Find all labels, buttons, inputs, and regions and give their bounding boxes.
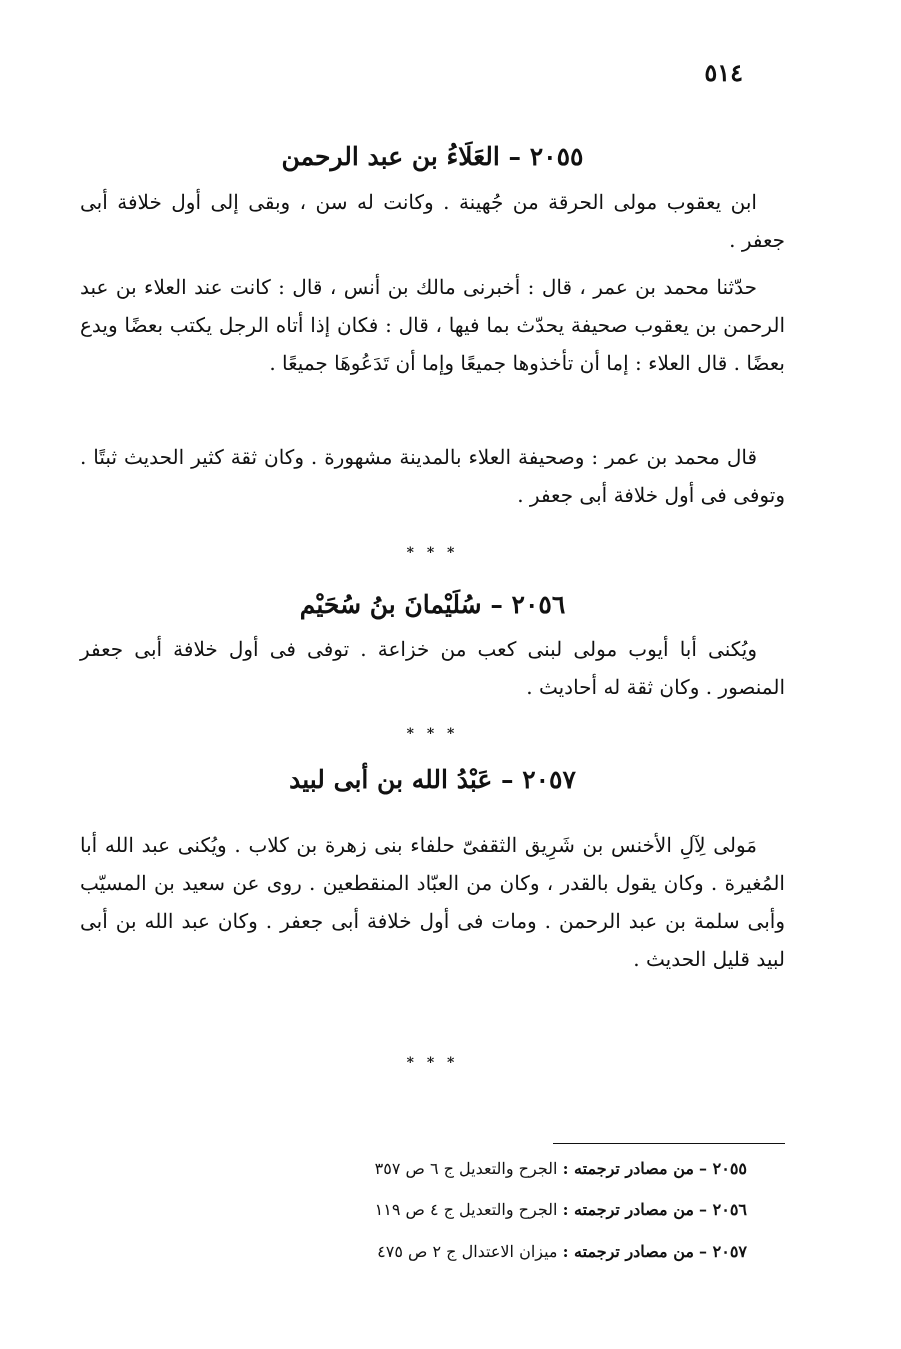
entry-paragraph: ابن يعقوب مولى الحرقة من جُهينة . وكانت له سن ، وبقى إلى أول خلافة أبى جعفر . [80, 190, 785, 252]
entry-paragraph: قال محمد بن عمر : وصحيفة العلاء بالمدينة مشهورة . وكان ثقة كثير الحديث ثبتًا . وتوفى فى أول خلافة أبى جعفر . [80, 445, 785, 507]
footnote-number: ٢٠٥٥ – [699, 1159, 747, 1178]
entry-heading: ٢٠٥٥ – العَلَاءُ بن عبد الرحمن [281, 142, 584, 171]
footnote [375, 1198, 747, 1222]
footnote-label: من مصادر ترجمته : [562, 1159, 694, 1178]
entry-paragraph: مَولى لِآلِ الأخنس بن شَرِيق الثقفىّ حلفاء بنى زهرة بن كلاب . ويُكنى عبد الله أبا المُغيرة . وكان يقول بالقدر ، وكان من العبّاد المنقطعين . روى عن سعيد بن المسيّب وأبى سلمة بن عبد الرحمن . ومات فى أول خلافة أبى جعفر . وكان عبد الله بن أبى لبيد قليل الحديث . [80, 833, 785, 971]
footnote-number: ٢٠٥٦ – [699, 1200, 747, 1219]
footnote [377, 1240, 747, 1264]
footnote [375, 1157, 747, 1181]
section-separator: * * * [406, 726, 459, 742]
entry-paragraph: حدّثنا محمد بن عمر ، قال : أخبرنى مالك بن أنس ، قال : كانت عند العلاء بن عبد الرحمن بن يعقوب صحيفة يحدّث بما فيها ، قال : فكان إذا أتاه الرجل يكتب بعضًا ويدع بعضًا . قال العلاء : إما أن تأخذوها جميعًا وإما أن تَدَعُوهَا جميعًا . [80, 275, 785, 375]
footnote-text: الجرح والتعديل ج ٦ ص ٣٥٧ [374, 1159, 558, 1178]
footnote-number: ٢٠٥٧ – [699, 1242, 747, 1261]
book-page [80, 0, 785, 1349]
section-separator: * * * [406, 545, 459, 561]
page-number: ٥١٤ [704, 58, 743, 87]
footnote-label: من مصادر ترجمته : [562, 1242, 694, 1261]
entry-heading: ٢٠٥٦ – سُلَيْمانَ بنُ سُحَيْم [299, 590, 566, 619]
footnote-text: ميزان الاعتدال ج ٢ ص ٤٧٥ [377, 1242, 558, 1261]
section-separator: * * * [406, 1055, 459, 1071]
footnote-text: الجرح والتعديل ج ٤ ص ١١٩ [374, 1200, 558, 1219]
footnote-label: من مصادر ترجمته : [562, 1200, 694, 1219]
entry-heading: ٢٠٥٧ – عَبْدُ الله بن أبى لبيد [289, 765, 576, 794]
entry-paragraph: ويُكنى أبا أيوب مولى لبنى كعب من خزاعة . توفى فى أول خلافة أبى جعفر المنصور . وكان ثقة له أحاديث . [80, 637, 785, 699]
footnote-divider [553, 1143, 785, 1144]
